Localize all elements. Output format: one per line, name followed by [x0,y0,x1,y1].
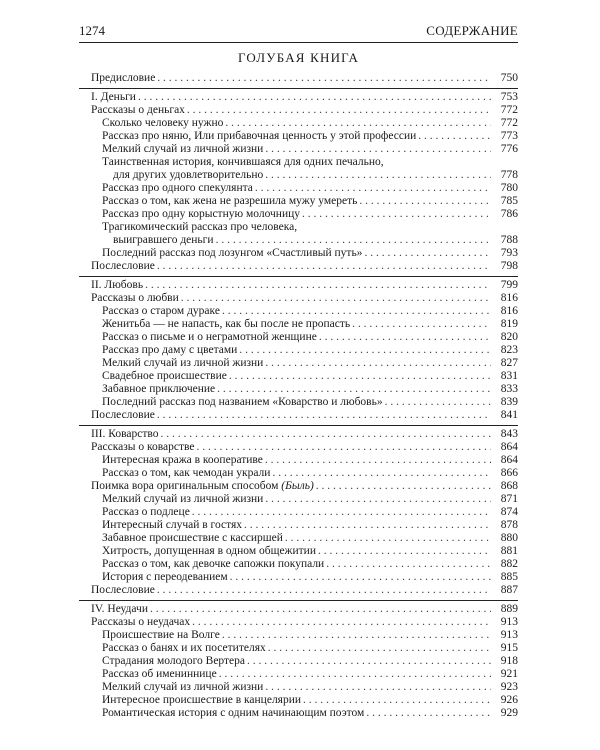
toc-entry-title: Послесловие [91,584,155,596]
toc-entry-title: Рассказ о письме и о неграмотной женщине [102,331,317,343]
toc-entry-title: Рассказы о коварстве [91,441,195,453]
toc-entry [79,707,518,720]
toc-entry [79,370,518,383]
toc-entry-title: Рассказ о банях и их посетителях [102,642,266,654]
toc-entry [79,409,518,422]
toc-page-number: 874 [500,506,518,518]
dot-leader [385,396,491,409]
toc-entry [79,600,518,616]
dot-leader [181,292,491,305]
toc-entry-title-cont: выигравшего деньги [113,234,214,246]
toc-page-number: 816 [500,305,518,317]
dot-leader [222,305,491,318]
dot-leader [216,234,491,247]
toc-entry-title: Рассказы о неудачах [91,616,191,628]
toc-entry-title: Страдания молодого Вертера [102,655,246,667]
toc-page-number: 923 [500,681,518,693]
toc-entry [79,558,518,571]
dot-leader [265,169,491,182]
toc-entry-title: Происшествие на Волге [102,629,220,641]
toc-entry-title: Интересный случай в гостях [102,519,243,531]
dot-leader [302,208,491,221]
toc-entry-title: Забавное происшествие с кассиршей [102,532,283,544]
toc-page-number: 786 [500,208,518,220]
dot-leader [157,409,491,422]
toc-entry [79,655,518,668]
header-rule [79,42,518,43]
dot-leader [229,370,491,383]
toc-entry-title: Рассказы о деньгах [91,104,185,116]
toc-entry-title: Послесловие [91,409,155,421]
toc-entry-title: I. Деньги [91,91,136,103]
dot-leader [157,584,491,597]
toc-page-number: 793 [500,247,518,259]
toc-page-number: 773 [500,130,518,142]
dot-leader [364,247,491,260]
toc-entry-title: История с переодеванием [102,571,228,583]
dot-leader [268,642,491,655]
toc-entry [79,694,518,707]
toc-entry [79,276,518,292]
toc-page-number: 778 [500,169,518,181]
toc-entry [79,318,518,331]
toc-page-number: 913 [500,629,518,641]
toc-entry [79,467,518,480]
toc-entry-title: Поимка вора оригинальным способом (Быль) [91,480,314,492]
toc-entry-title: Рассказ о том, как чемодан украли [102,467,271,479]
toc-entry-title: Предисловие [91,72,156,84]
toc-entry [79,182,518,195]
toc-entry [79,143,518,156]
toc-page-number: 788 [500,234,518,246]
toc-page-number: 915 [500,642,518,654]
dot-leader [219,668,491,681]
dot-leader [255,182,491,195]
dot-leader [265,454,491,467]
dot-leader [265,143,491,156]
toc-entry [79,344,518,357]
toc-entry-title: Романтическая история с одним начинающим поэтом [102,707,365,719]
toc-entry [79,493,518,506]
toc-page-number: 866 [500,467,518,479]
dot-leader [160,428,491,441]
toc-page-number: 913 [500,616,518,628]
toc-page-number: 918 [500,655,518,667]
toc-entry-title: Интересное происшествие в канцелярии [102,694,302,706]
toc-page-number: 776 [500,143,518,155]
toc-entry [79,642,518,655]
toc-page-number: 750 [500,72,518,84]
toc-entry [79,331,518,344]
toc-entry [79,519,518,532]
dot-leader [303,694,491,707]
dot-leader [316,480,491,493]
toc-page-number: 753 [500,91,518,103]
toc-entry-continuation [79,234,518,247]
toc-entry-title: Рассказ про даму с цветами [102,344,238,356]
toc-entry-title: Мелкий случай из личной жизни [102,681,264,693]
toc-entry-title: Мелкий случай из личной жизни [102,357,264,369]
toc-entry [79,104,518,117]
toc-entry-title: Рассказ о том, как жена не разрешила мужу умереть [102,195,358,207]
toc-entry-title: Мелкий случай из личной жизни [102,143,264,155]
toc-page-number: 820 [500,331,518,343]
toc-entry-title: Рассказ о том, как девочке сапожки покупали [102,558,325,570]
toc-entry-title: Интересная кража в кооперативе [102,454,263,466]
toc-entry [79,480,518,493]
toc-entry-title: Трагикомический рассказ про человека, [102,221,298,233]
dot-leader [239,344,491,357]
toc-entry [79,616,518,629]
toc-entry [79,584,518,597]
dot-leader [418,130,491,143]
toc-entry-title-cont: для других удовлетворительно [113,169,264,181]
toc-page-number: 880 [500,532,518,544]
toc-page-number: 841 [500,409,518,421]
toc-page-number: 780 [500,182,518,194]
toc-entry-title: Рассказ об имениннице [102,668,217,680]
toc-page-number: 823 [500,344,518,356]
toc-entry [79,383,518,396]
toc-entry [79,208,518,221]
toc-entry-title: II. Любовь [91,279,144,291]
toc-page-number: 885 [500,571,518,583]
toc-entry-title: Рассказ о подлеце [102,506,190,518]
toc-entry-title: Рассказы о любви [91,292,179,304]
toc-entry-title: Сколько человеку нужно [102,117,224,129]
dot-leader [196,441,491,454]
toc-entry [79,668,518,681]
toc-entry [79,72,518,85]
toc-page-number: 843 [500,428,518,440]
toc-entry [79,441,518,454]
toc-entry-title: Таинственная история, кончившаяся для одних печально, [102,156,384,168]
dot-leader [217,383,491,396]
toc-entry-title: Мелкий случай из личной жизни [102,493,264,505]
toc-page-number: 881 [500,545,518,557]
toc-entry [79,506,518,519]
toc-entry [79,156,518,182]
dot-leader [285,532,491,545]
toc-entry-title: Рассказ о старом дураке [102,305,220,317]
toc-page-number: 864 [500,441,518,453]
toc-page-number: 889 [500,603,518,615]
toc-page-number: 785 [500,195,518,207]
dot-leader [319,331,491,344]
toc-entry-title: Забавное приключение [102,383,216,395]
toc-entry-title: Рассказ про няню, Или прибавочная ценность у этой профессии [102,130,417,142]
toc-entry [79,260,518,273]
dot-leader [272,467,491,480]
dot-leader [192,506,491,519]
toc-entry-title: Последний рассказ под названием «Коварство и любовь» [102,396,383,408]
toc-page-number: 878 [500,519,518,531]
dot-leader [318,545,491,558]
dot-leader [265,681,491,694]
toc-page-number: 868 [500,480,518,492]
table-of-contents [79,72,518,720]
toc-page-number: 799 [500,279,518,291]
toc-entry [79,247,518,260]
toc-page-number: 772 [500,117,518,129]
toc-page-number: 816 [500,292,518,304]
dot-leader [222,629,491,642]
dot-leader [265,493,491,506]
toc-entry [79,195,518,208]
dot-leader [138,91,491,104]
toc-entry [79,425,518,441]
toc-entry [79,221,518,247]
toc-page-number: 864 [500,454,518,466]
dot-leader [326,558,491,571]
toc-entry-italic: (Быль) [281,480,314,492]
dot-leader [157,72,491,85]
toc-entry-title: Последний рассказ под лозунгом «Счастливый путь» [102,247,363,259]
page-number: 1274 [79,23,105,38]
toc-entry [79,681,518,694]
toc-page-number: 921 [500,668,518,680]
toc-entry-title: III. Коварство [91,428,159,440]
section-title: ГОЛУБАЯ КНИГА [237,50,360,65]
toc-entry-title: Послесловие [91,260,155,272]
toc-entry-title: Рассказ про одну корыстную молочницу [102,208,301,220]
dot-leader [244,519,491,532]
dot-leader [265,357,491,370]
toc-entry [79,396,518,409]
dot-leader [230,571,491,584]
toc-page-number: 929 [500,707,518,719]
toc-page-number: 887 [500,584,518,596]
toc-page-number: 772 [500,104,518,116]
dot-leader [187,104,491,117]
dot-leader [225,117,491,130]
toc-entry [79,532,518,545]
toc-page-number: 926 [500,694,518,706]
toc-entry [79,571,518,584]
toc-entry-continuation [79,169,518,182]
toc-entry-title: IV. Неудачи [91,603,148,615]
toc-entry [79,629,518,642]
dot-leader [150,603,491,616]
toc-page-number: 819 [500,318,518,330]
dot-leader [157,260,491,273]
running-header [79,23,518,39]
toc-entry-title: Хитрость, допущенная в одном общежитии [102,545,316,557]
toc-page-number: 833 [500,383,518,395]
toc-entry [79,130,518,143]
toc-page-number: 839 [500,396,518,408]
dot-leader [366,707,491,720]
dot-leader [145,279,491,292]
toc-entry [79,357,518,370]
toc-entry [79,88,518,104]
dot-leader [247,655,491,668]
dot-leader [359,195,491,208]
toc-entry-title: Рассказ про одного спекулянта [102,182,253,194]
toc-page-number: 798 [500,260,518,272]
dot-leader [192,616,491,629]
toc-page-number: 831 [500,370,518,382]
toc-entry-title: Свадебное происшествие [102,370,227,382]
toc-entry-title: Женитьба — не напасть, как бы после не пропасть [102,318,351,330]
toc-page-number: 827 [500,357,518,369]
dot-leader [352,318,491,331]
toc-entry [79,305,518,318]
toc-page-number: 871 [500,493,518,505]
toc-entry [79,454,518,467]
toc-entry [79,292,518,305]
running-title: СОДЕРЖАНИЕ [426,23,518,38]
toc-entry [79,117,518,130]
toc-page-number: 882 [500,558,518,570]
toc-entry [79,545,518,558]
